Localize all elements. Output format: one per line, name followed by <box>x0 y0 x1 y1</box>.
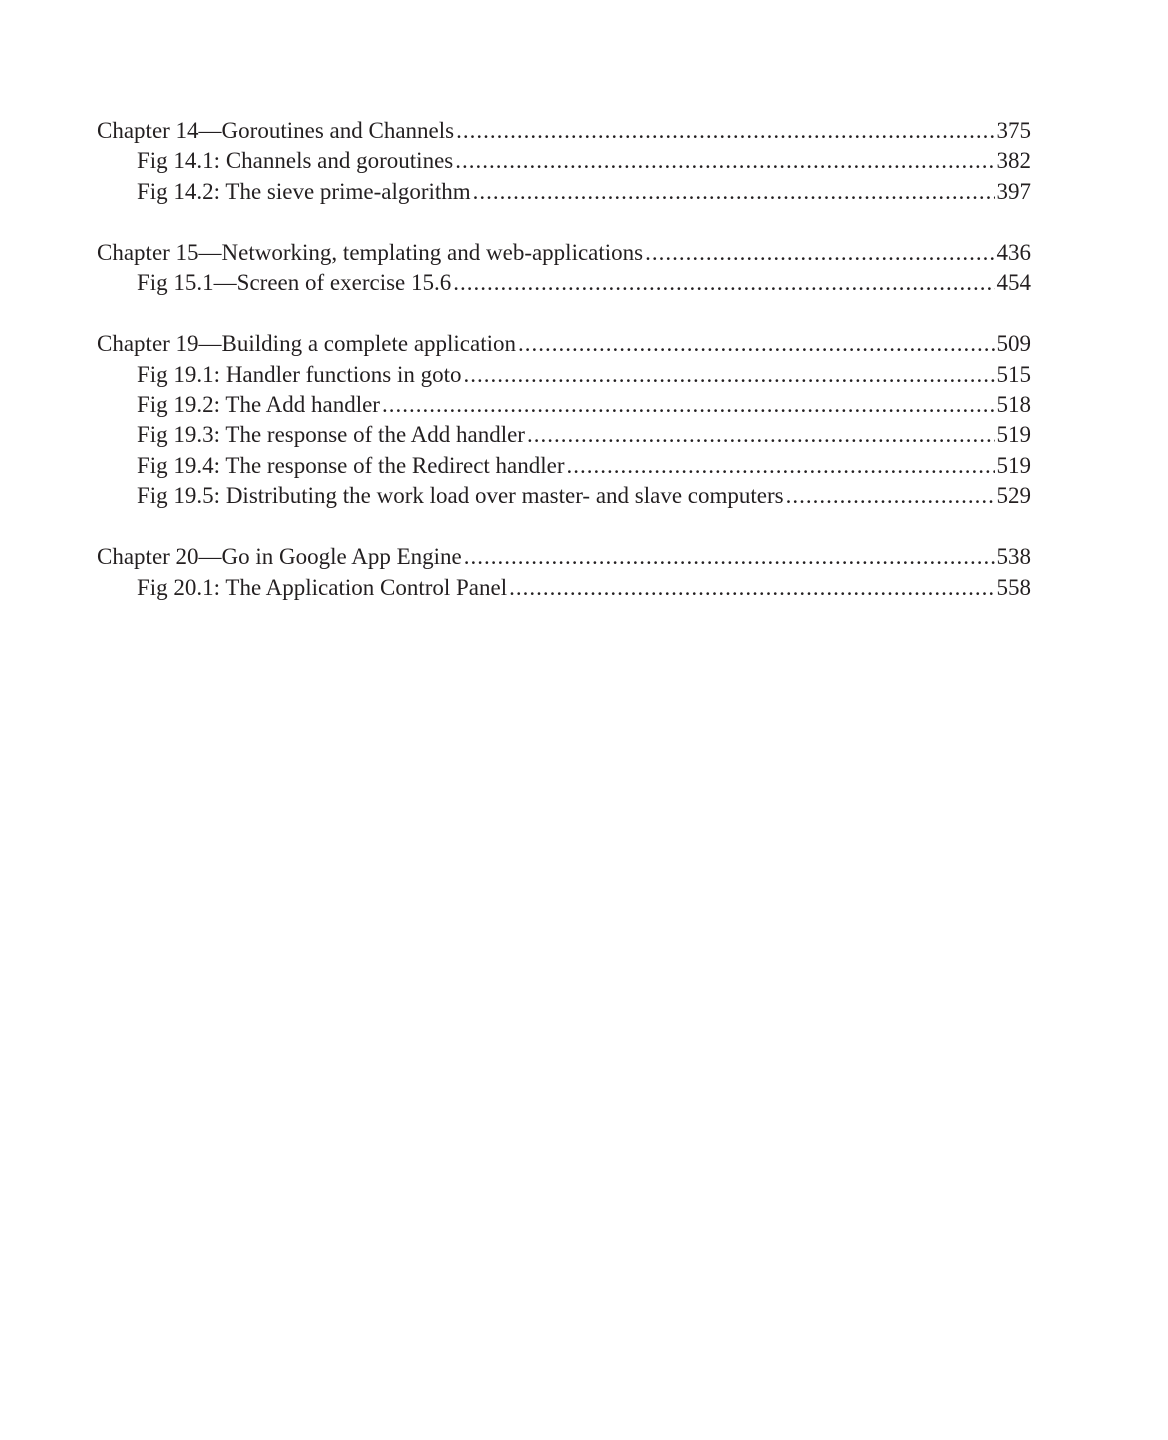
figure-entry <box>97 390 1031 420</box>
dot-leader <box>473 177 995 207</box>
entry-title: Chapter 20—Go in Google App Engine <box>97 544 462 570</box>
page-number: 375 <box>996 118 1031 143</box>
page-number: 509 <box>996 331 1031 357</box>
entry-title: Fig 14.1: Channels and goroutines <box>137 148 454 174</box>
page-number: 529 <box>996 482 1031 508</box>
dot-leader <box>456 116 994 146</box>
entry-title: Fig 15.1—Screen of exercise 15.6 <box>137 270 452 296</box>
entry-title: Fig 19.1: Handler functions in goto <box>137 361 462 387</box>
entry-title: Fig 20.1: The Application Control Panel <box>137 574 508 600</box>
page-number: 515 <box>996 361 1031 387</box>
page-number: 382 <box>996 148 1031 174</box>
dot-leader <box>382 390 995 420</box>
page-number: 454 <box>996 270 1031 296</box>
figure-entry <box>97 268 1031 298</box>
entry-title: Fig 19.3: The response of the Add handler <box>137 422 525 448</box>
figure-entry <box>97 481 1031 511</box>
figure-entry <box>97 177 1031 207</box>
chapter-group <box>97 542 1031 603</box>
dot-leader <box>527 420 995 450</box>
dot-leader <box>786 481 995 511</box>
chapter-group <box>97 238 1031 299</box>
dot-leader <box>464 360 995 390</box>
entry-title: Fig 14.2: The sieve prime-algorithm <box>137 178 471 204</box>
dot-leader <box>518 329 994 359</box>
chapter-entry <box>97 238 1031 268</box>
dot-leader <box>453 268 994 298</box>
page-number: 538 <box>996 544 1031 570</box>
page-number: 519 <box>996 452 1031 478</box>
page-number: 518 <box>996 392 1031 418</box>
page-number: 436 <box>996 239 1031 265</box>
table-of-figures <box>97 116 1031 634</box>
dot-leader <box>464 542 995 572</box>
page-number: 519 <box>996 422 1031 448</box>
chapter-group <box>97 116 1031 207</box>
figure-entry <box>97 146 1031 176</box>
chapter-entry <box>97 542 1031 572</box>
dot-leader <box>509 573 994 603</box>
entry-title: Chapter 14—Goroutines and Channels <box>97 118 455 143</box>
dot-leader <box>567 451 995 481</box>
entry-title: Fig 19.2: The Add handler <box>137 392 380 418</box>
dot-leader <box>455 146 994 176</box>
chapter-entry <box>97 329 1031 359</box>
figure-entry <box>97 360 1031 390</box>
figure-entry <box>97 451 1031 481</box>
chapter-group <box>97 329 1031 511</box>
entry-title: Chapter 15—Networking, templating and web-applications <box>97 239 644 265</box>
entry-title: Chapter 19—Building a complete application <box>97 331 517 357</box>
figure-entry <box>97 420 1031 450</box>
chapter-entry <box>97 116 1031 146</box>
figure-entry <box>97 573 1031 603</box>
page-number: 558 <box>996 574 1031 600</box>
dot-leader <box>645 238 994 268</box>
entry-title: Fig 19.4: The response of the Redirect handler <box>137 452 565 478</box>
page-number: 397 <box>996 178 1031 204</box>
entry-title: Fig 19.5: Distributing the work load over master- and slave computers <box>137 482 784 508</box>
